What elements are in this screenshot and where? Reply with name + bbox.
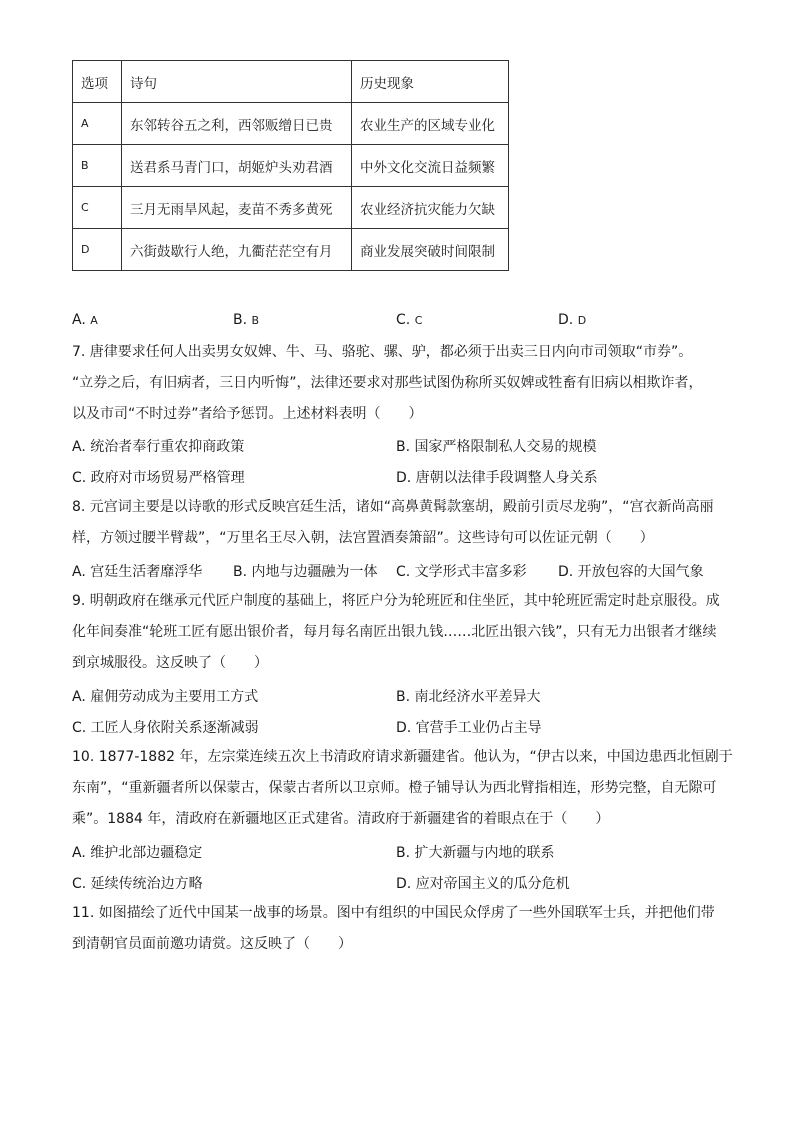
q10-option-c[interactable]: C. 延续传统治边方略 <box>72 876 203 892</box>
q8-option-b[interactable]: B. 内地与边疆融为一体 <box>233 564 378 580</box>
q9-option-b[interactable]: B. 南北经济水平差异大 <box>396 689 541 705</box>
q10-stem <box>72 742 732 835</box>
question-6-table <box>72 60 509 271</box>
q10-option-a[interactable]: A. 维护北部边疆稳定 <box>72 845 203 861</box>
q9-option-d[interactable]: D. 官营手工业仍占主导 <box>396 720 542 736</box>
q6-option-a-letter: A. <box>72 312 86 328</box>
row-option: B <box>73 145 122 187</box>
q7-option-a[interactable]: A. 统治者奉行重农抑商政策 <box>72 439 245 455</box>
table-header-row <box>73 61 509 103</box>
q11-stem <box>72 898 732 960</box>
q6-option-c-text: C <box>414 314 423 327</box>
q6-option-b-letter: B. <box>233 312 248 328</box>
q6-option-c-letter: C. <box>396 312 411 328</box>
q6-option-d-letter: D. <box>558 312 574 328</box>
q10-line-2: 东南”，“重新疆者所以保蒙古，保蒙古者所以卫京师。橙子铺导认为西北臂指相连，形势完整，自无隙可 <box>72 780 717 796</box>
q6-option-c[interactable] <box>396 312 422 328</box>
table-row <box>73 145 509 187</box>
row-poem: 三月无雨旱风起，麦苗不秀多黄死 <box>122 187 352 229</box>
q8-option-d[interactable]: D. 开放包容的大国气象 <box>558 564 704 580</box>
q8-line-2: 样，方领过腰半臂裁”，“万里名王尽入朝，法宫置酒奏箫韶”。这些诗句可以佐证元朝（ ） <box>72 530 654 546</box>
q7-option-d[interactable]: D. 唐朝以法律手段调整人身关系 <box>396 470 598 486</box>
row-poem: 东邻转谷五之利，西邻贩缯日已贵 <box>122 103 352 145</box>
q9-line-3: 到京城服役。这反映了（ ） <box>72 655 268 671</box>
q10-option-d[interactable]: D. 应对帝国主义的瓜分危机 <box>396 876 570 892</box>
row-phenomenon: 中外文化交流日益频繁 <box>352 145 509 187</box>
q10-line-1: 10. 1877-1882 年，左宗棠连续五次上书清政府请求新疆建省。他认为，“伊古以来，中国边患西北恒剧于 <box>72 749 733 765</box>
q8-option-c[interactable]: C. 文学形式丰富多彩 <box>396 564 527 580</box>
table-row <box>73 103 509 145</box>
q8-option-a[interactable]: A. 宫廷生活奢靡浮华 <box>72 564 203 580</box>
q7-option-b[interactable]: B. 国家严格限制私人交易的规模 <box>396 439 597 455</box>
q6-option-a-text: A <box>90 314 98 327</box>
table-row <box>73 229 509 271</box>
q9-line-2: 化年间奏准“轮班工匠有愿出银价者，每月每名南匠出银九钱……北匠出银六钱”，只有无力出银者才继续 <box>72 624 717 640</box>
q6-option-d-text: D <box>577 314 587 327</box>
q7-line-3: 以及市司“不时过券”者给予惩罚。上述材料表明（ ） <box>72 406 423 422</box>
q11-line-2: 到清朝官员面前邀功请赏。这反映了（ ） <box>72 936 352 952</box>
q8-line-1: 8. 元宫词主要是以诗歌的形式反映宫廷生活，诸如“高鼻黄髯款塞胡，殿前引贡尽龙驹”，“宫衣新尚高丽 <box>72 499 714 515</box>
row-option: D <box>73 229 122 271</box>
header-phenomenon: 历史现象 <box>352 61 509 103</box>
q6-option-b[interactable] <box>233 312 259 328</box>
row-phenomenon: 农业生产的区域专业化 <box>352 103 509 145</box>
q6-option-b-text: B <box>251 314 260 327</box>
q10-option-b[interactable]: B. 扩大新疆与内地的联系 <box>396 845 555 861</box>
q11-line-1: 11. 如图描绘了近代中国某一战事的场景。图中有组织的中国民众俘虏了一些外国联军士兵，并把他们带 <box>72 905 715 921</box>
q9-stem <box>72 586 732 679</box>
row-poem: 六街鼓歇行人绝，九衢茫茫空有月 <box>122 229 352 271</box>
row-option: C <box>73 187 122 229</box>
q8-stem <box>72 492 732 554</box>
q10-line-3: 乘”。1884 年，清政府在新疆地区正式建省。清政府于新疆建省的着眼点在于（ ） <box>72 811 610 827</box>
row-poem: 送君系马青门口，胡姬炉头劝君酒 <box>122 145 352 187</box>
header-option: 选项 <box>73 61 122 103</box>
q7-line-1: 7. 唐律要求任何人出卖男女奴婢、牛、马、骆驼、骡、驴，都必须于出卖三日内向市司领取“市券”。 <box>72 344 693 360</box>
q7-option-c[interactable]: C. 政府对市场贸易严格管理 <box>72 470 245 486</box>
q7-stem <box>72 337 732 430</box>
q9-option-a[interactable]: A. 雇佣劳动成为主要用工方式 <box>72 689 259 705</box>
q6-option-a[interactable] <box>72 312 98 328</box>
table-row <box>73 187 509 229</box>
row-phenomenon: 农业经济抗灾能力欠缺 <box>352 187 509 229</box>
q6-option-d[interactable] <box>558 312 586 328</box>
header-poem: 诗句 <box>122 61 352 103</box>
row-phenomenon: 商业发展突破时间限制 <box>352 229 509 271</box>
row-option: A <box>73 103 122 145</box>
q7-line-2: “立券之后，有旧病者，三日内听悔”，法律还要求对那些试图伪称所买奴婢或牲畜有旧病以相欺诈者， <box>72 375 703 391</box>
q9-option-c[interactable]: C. 工匠人身依附关系逐渐减弱 <box>72 720 259 736</box>
q9-line-1: 9. 明朝政府在继承元代匠户制度的基础上，将匠户分为轮班匠和住坐匠，其中轮班匠需定时赴京服役。成 <box>72 593 720 609</box>
